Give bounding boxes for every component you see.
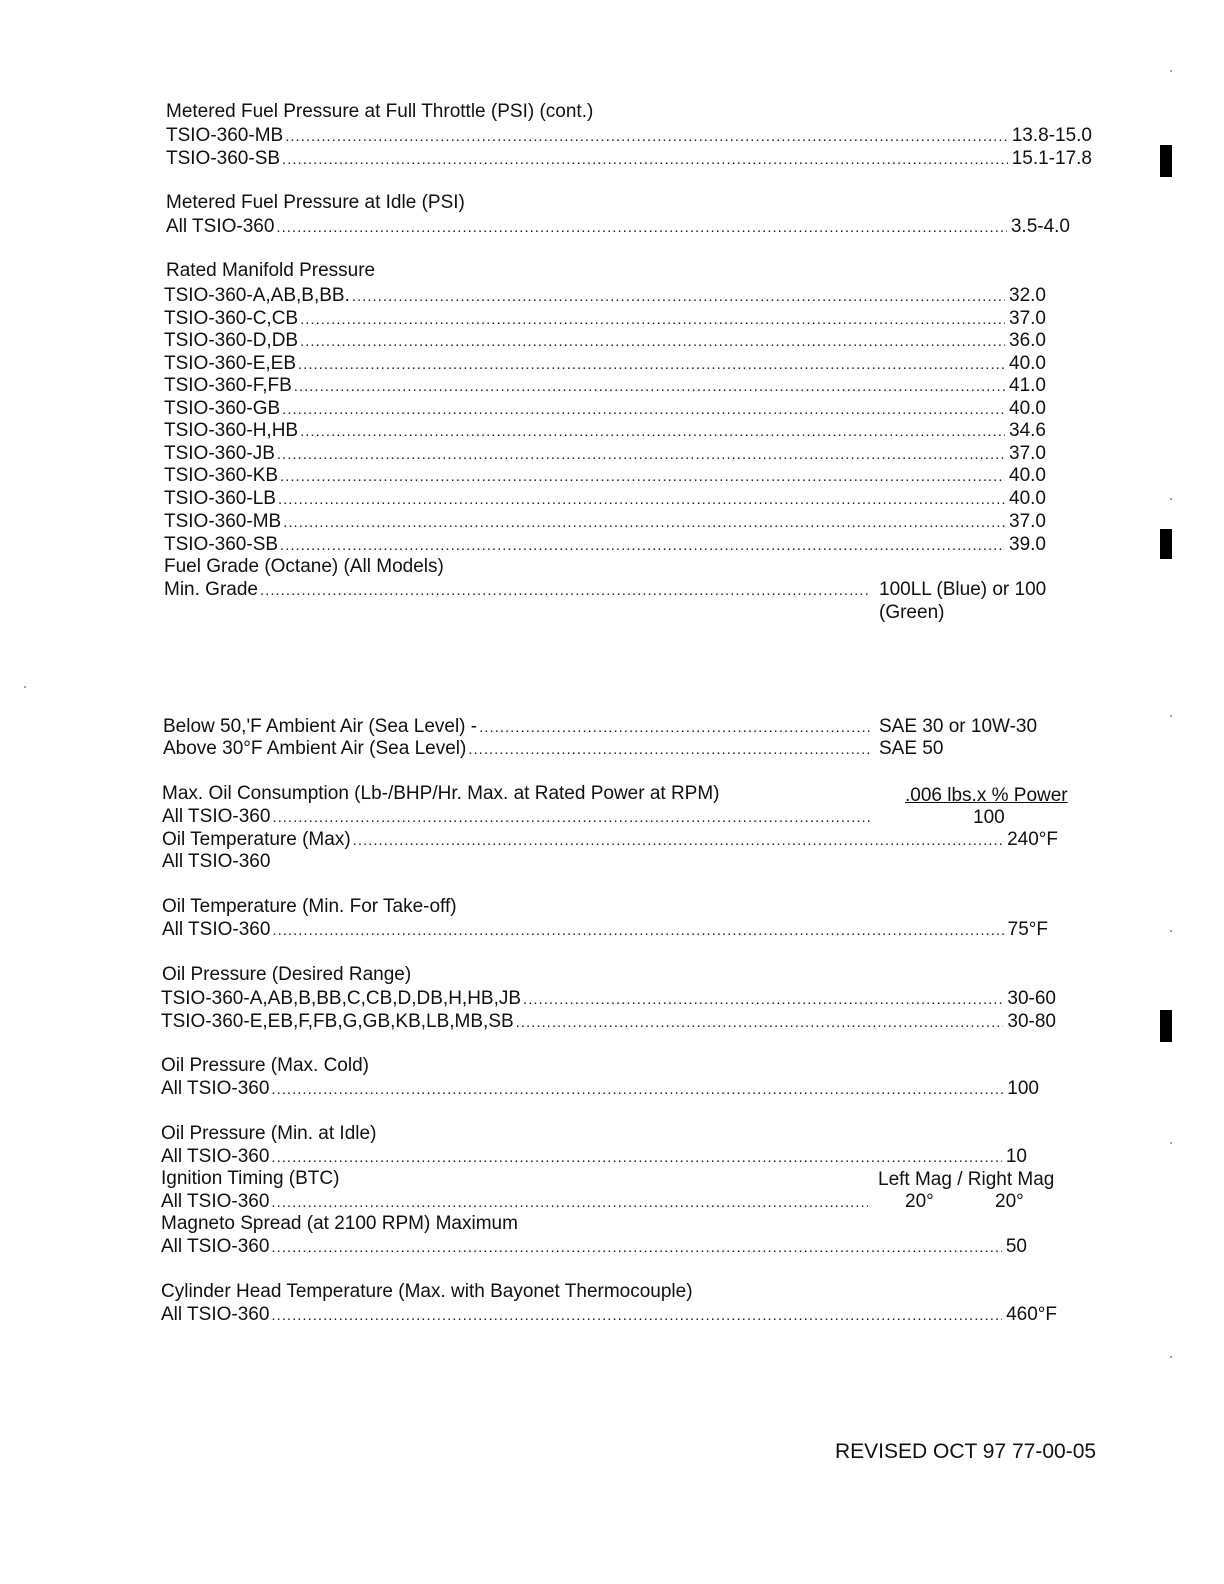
ignition-columns-header: Left Mag / Right Mag <box>878 1169 1055 1190</box>
oil-consumption-denominator: 100 <box>973 807 1005 828</box>
scan-speck <box>1170 498 1172 500</box>
section-heading: Max. Oil Consumption (Lb-/BHP/Hr. Max. at Rated Power at RPM) <box>162 783 720 804</box>
spec-row: Above 30°F Ambient Air (Sea Level) ..... <box>163 737 874 761</box>
section-heading: Oil Temperature (Min. For Take-off) <box>162 896 457 917</box>
section-heading: Oil Pressure (Desired Range) <box>162 964 412 985</box>
scan-speck <box>1170 715 1172 717</box>
spec-row: Oil Temperature (Max) ..... 240°F <box>162 828 1058 852</box>
scan-speck <box>1170 1142 1172 1144</box>
spec-row: Below 50,'F Ambient Air (Sea Level) - ..... <box>163 715 874 739</box>
scan-speck <box>1170 70 1172 72</box>
revision-bar <box>1160 145 1172 177</box>
spec-row: All TSIO-360 ..... 3.5-4.0 <box>166 215 1070 239</box>
spec-row: TSIO-360-A,AB,B,BB,C,CB,D,DB,H,HB,JB ..... 30-60 <box>161 987 1056 1011</box>
section-heading: Fuel Grade (Octane) (All Models) <box>164 556 444 577</box>
section-heading: Ignition Timing (BTC) <box>161 1168 340 1189</box>
revision-bar <box>1160 529 1172 559</box>
spec-row: TSIO-360-MB ..... 13.8-15.0 <box>166 124 1092 148</box>
scan-speck <box>1170 1356 1172 1358</box>
spec-row: All TSIO-360 ..... 100 <box>161 1077 1039 1101</box>
spec-row: TSIO-360-H,HB ..... 34.6 <box>164 419 1046 443</box>
section-heading: Rated Manifold Pressure <box>166 260 376 281</box>
revision-bar <box>1160 1010 1172 1042</box>
fuel-grade-value: 100LL (Blue) or 100 <box>879 579 1047 600</box>
oil-consumption-numerator: .006 lbs.x % Power <box>905 785 1068 806</box>
spec-row: TSIO-360-E,EB ..... 40.0 <box>164 352 1046 376</box>
spec-row: TSIO-360-GB ..... 40.0 <box>164 397 1046 421</box>
spec-row: TSIO-360-KB ..... 40.0 <box>164 464 1046 488</box>
scan-speck <box>1170 930 1172 932</box>
spec-row: TSIO-360-C,CB ..... 37.0 <box>164 307 1046 331</box>
spec-row: All TSIO-360 ..... 460°F <box>161 1303 1057 1327</box>
oil-grade-value: SAE 50 <box>879 738 944 759</box>
spec-row: TSIO-360-JB ..... 37.0 <box>164 442 1046 466</box>
section-heading: Cylinder Head Temperature (Max. with Bayonet Thermocouple) <box>161 1281 693 1302</box>
page-footer: REVISED OCT 97 77-00-05 <box>835 1440 1097 1463</box>
spec-row: TSIO-360-F,FB ..... 41.0 <box>164 374 1046 398</box>
spec-row: TSIO-360-D,DB ..... 36.0 <box>164 329 1046 353</box>
spec-row: TSIO-360-LB ..... 40.0 <box>164 487 1046 511</box>
spec-row: TSIO-360-MB ..... 37.0 <box>164 510 1046 534</box>
spec-row: Min. Grade ..... <box>164 578 874 602</box>
ignition-left-mag: 20° <box>905 1191 934 1212</box>
section-heading: Oil Pressure (Max. Cold) <box>161 1055 369 1076</box>
section-heading: Magneto Spread (at 2100 RPM) Maximum <box>161 1213 518 1234</box>
spec-row: All TSIO-360 ..... <box>161 1190 872 1214</box>
spec-row: TSIO-360-SB ..... 15.1-17.8 <box>166 147 1092 171</box>
spec-row: All TSIO-360 ..... 10 <box>161 1145 1027 1169</box>
fuel-grade-value-cont: (Green) <box>879 602 945 623</box>
spec-row: All TSIO-360 ..... 50 <box>161 1235 1027 1259</box>
section-heading: Metered Fuel Pressure at Full Throttle (PSI) (cont.) <box>166 101 594 122</box>
ignition-right-mag: 20° <box>995 1191 1024 1212</box>
spec-row: All TSIO-360 ..... 75°F <box>162 918 1048 942</box>
spec-row: TSIO-360-E,EB,F,FB,G,GB,KB,LB,MB,SB ..... 30-80 <box>161 1010 1056 1034</box>
scan-speck <box>24 686 26 688</box>
section-heading: Metered Fuel Pressure at Idle (PSI) <box>166 192 465 213</box>
spec-row: All TSIO-360 ..... <box>162 805 874 829</box>
row-label: All TSIO-360 <box>162 851 271 872</box>
oil-grade-value: SAE 30 or 10W-30 <box>879 716 1038 737</box>
spec-row: TSIO-360-A,AB,B,BB. ..... 32.0 <box>164 284 1046 308</box>
section-heading: Oil Pressure (Min. at Idle) <box>161 1123 377 1144</box>
spec-row: TSIO-360-SB ..... 39.0 <box>164 533 1046 557</box>
